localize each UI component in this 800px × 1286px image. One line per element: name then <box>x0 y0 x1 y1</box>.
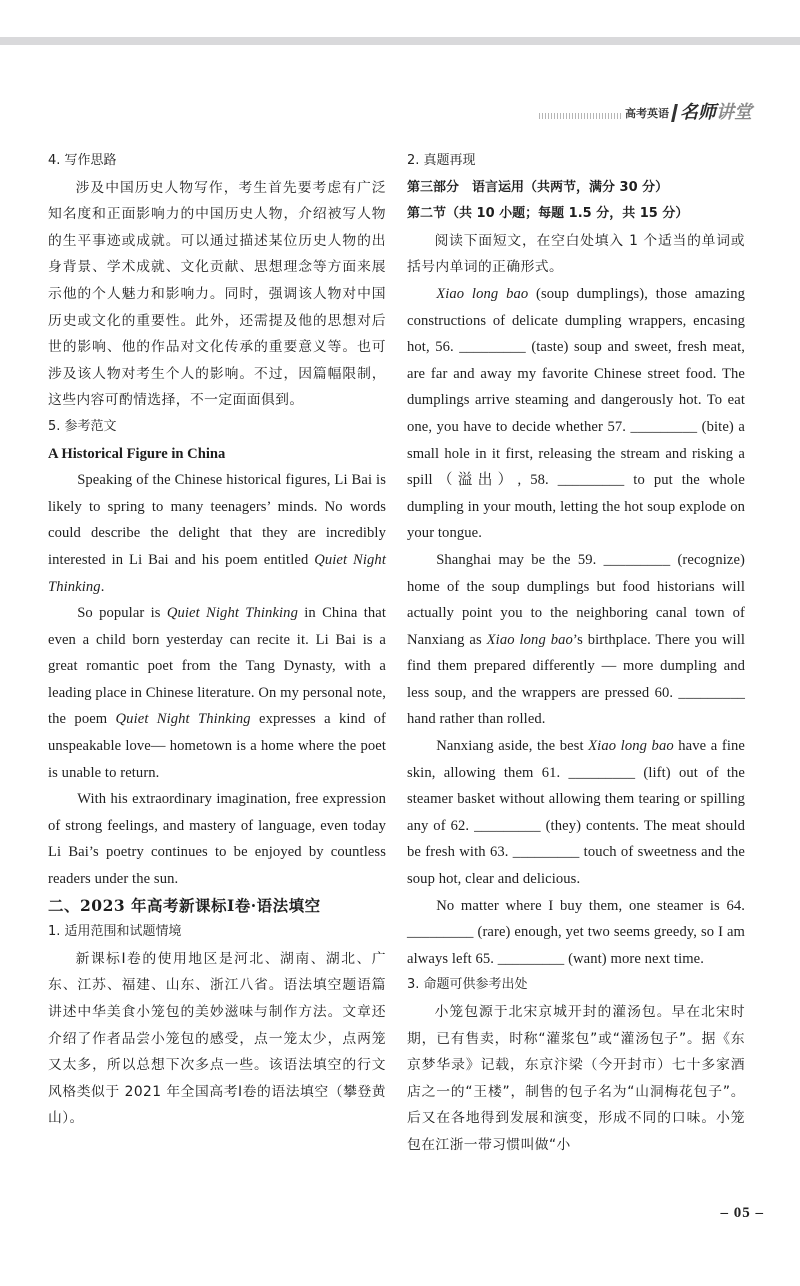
scope-title: 1. 适用范围和试题情境 <box>48 924 182 940</box>
section-two-line: 第二节（共 10 小题；每题 1.5 分，共 15 分） <box>407 206 689 222</box>
section-2-heading: 二、2023 年高考新课标Ⅰ卷·语法填空 <box>48 895 321 915</box>
header-hatch-decoration <box>539 113 621 119</box>
section-4-title: 4. 写作思路 <box>48 153 117 168</box>
passage-paragraph-2: Shanghai may be the 59. _________ (recognize) home of the soup dumplings but food historians will actually point you to the neighboring canal town of Nanxiang as Xiao long bao’s birthplace. There you will find them prepared differently — more dumpling and less soup, and the wrappers are pressed 60. _________ hand rather than rolled. <box>407 551 746 728</box>
passage-paragraph-4: No matter where I buy them, one steamer is 64. _________ (rare) enough, yet two seems greedy, so I am always left 65. _________ (want) more next time. <box>407 897 745 967</box>
right-column <box>407 148 745 1159</box>
header-title-b: 讲堂 <box>716 102 752 123</box>
section-5-title: 5. 参考范文 <box>48 418 117 434</box>
header-subtitle: 高考英语 <box>625 107 669 120</box>
scope-text: 新课标Ⅰ卷的使用地区是河北、湖南、湖北、广东、江苏、福建、山东、浙江八省。语法填空题语篇讲述中华美食小笼包的美妙滋味与制作方法。文章还介绍了作者品尝小笼包的感受，点一笼太少，点两笼又太多，所以总想下次多点一些。该语法填空的行文风格类似于 2021 年全国高考Ⅰ卷的语法填空（攀登黄山）。 <box>48 950 386 1127</box>
page-number: – 05 – <box>720 1205 764 1221</box>
source-title: 3. 命题可供参考出处 <box>407 977 528 993</box>
writing-approach-text: 涉及中国历史人物写作，考生首先要考虑有广泛知名度和正面影响力的中国历史人物，介绍被写人物的生平事迹或成就。可以通过描述某位历史人物的出身背景、学术成就、文化贡献、思想理念等方面来展示他的个人魅力和影响力。同时，强调该人物对中国历史或文化的重要性。此外，还需提及他的思想对后世的影响、他的作品对文化传承的重要意义等。也可涉及该人物对考生个人的影响。不过，因篇幅限制，这些内容可酌情选择，不一定面面俱到。 <box>48 179 386 409</box>
left-column <box>48 148 386 1132</box>
exam-reproduction-title: 2. 真题再现 <box>407 153 476 168</box>
header-title <box>680 98 752 124</box>
essay-title: A Historical Figure in China <box>48 445 226 462</box>
passage-paragraph-3: Nanxiang aside, the best Xiao long bao have a fine skin, allowing them 61. _________ (lift) out of the steamer basket without allowing them tearing or spilling any of 62. _________ (they) contents. The meat should be fresh with 63. _________ touch of sweetness and the soup hot, clear and delicious. <box>407 738 745 888</box>
essay-paragraph-1: Speaking of the Chinese historical figures, Li Bai is likely to spring to many teenagers’ minds. No words could describe the delight that they are incredibly interested in Li Bai and his poem entitled Quiet Night Thinking. <box>48 472 386 595</box>
passage-paragraph-1: Xiao long bao (soup dumplings), those amazing constructions of delicate dumpling wrappers, encasing hot, 56. _________ (taste) soup and sweet, fresh meat, are far and away my favorite Chinese street food. The dumplings arrive steaming and dangerously hot. To eat one, you have to decide whether 57. _________ (bite) a small hole in it first, releasing the stream and risking a spill（溢出）, 58. _________ to put the whole dumpling in your mouth, letting the hot soup explode on your tongue. <box>407 285 746 542</box>
essay-paragraph-3: With his extraordinary imagination, free expression of strong feelings, and mastery of language, even today Li Bai’s poetry continues to be enjoyed by countless readers under the sun. <box>48 791 386 888</box>
top-band <box>0 37 800 45</box>
header-divider <box>671 104 678 122</box>
running-header <box>539 100 752 124</box>
header-title-a: 名师 <box>680 102 716 123</box>
essay-paragraph-2: So popular is Quiet Night Thinking in China that even a child born yesterday can recite it. Li Bai is a great romantic poet from the Tang Dynasty, with a leading place in Chinese literature. On my personal note, the poem Quiet Night Thinking expresses a kind of unspeakable love— hometown is a home where the poet is unable to return. <box>48 605 387 781</box>
instructions: 阅读下面短文，在空白处填入 1 个适当的单词或括号内单词的正确形式。 <box>407 232 745 276</box>
source-text: 小笼包源于北宋京城开封的灌汤包。早在北宋时期，已有售卖，时称“灌浆包”或“灌汤包子”。据《东京梦华录》记载，东京汴梁（今开封市）七十多家酒店之一的“王楼”，制售的包子名为“山洞梅花包子”。后又在各地得到发展和演变，形成不同的口味。小笼包在江浙一带习惯叫做“小 <box>407 1004 745 1153</box>
part-three-line: 第三部分 语言运用（共两节，满分 30 分） <box>407 179 669 195</box>
